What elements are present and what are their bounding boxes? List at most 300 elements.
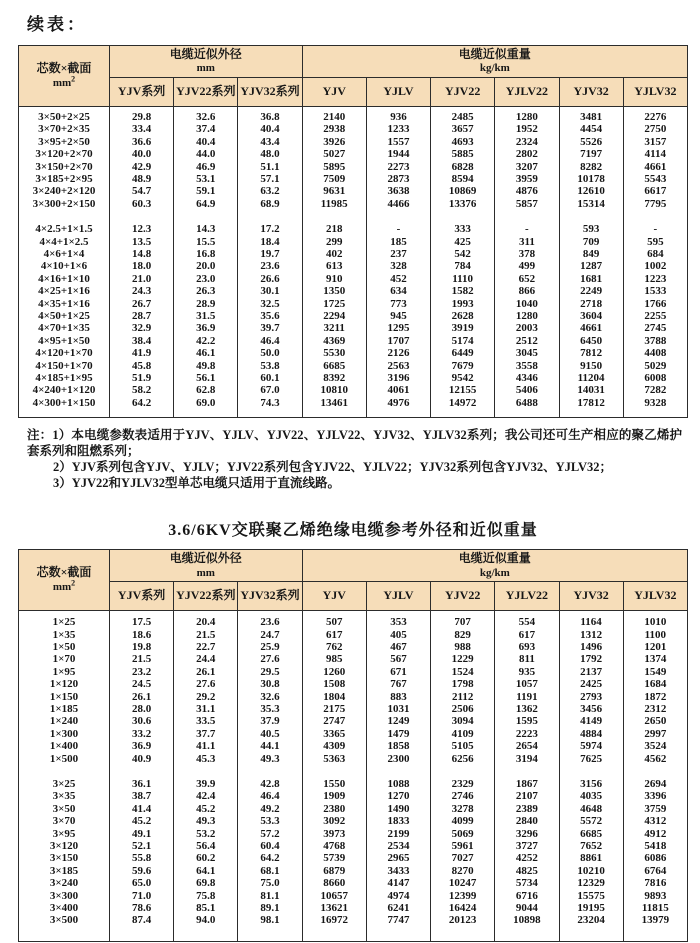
- value-cell: 693: [495, 641, 559, 653]
- spacer-cell: [174, 210, 238, 223]
- value-cell: 1010: [623, 616, 687, 628]
- value-cell: 4884: [559, 728, 623, 740]
- spacer-cell: [431, 927, 495, 942]
- value-cell: 1270: [366, 790, 430, 802]
- note-3: 3）YJV22和YJLV32型单芯电缆只适用于直流线路。: [53, 476, 341, 491]
- value-cell: 33.2: [109, 728, 173, 740]
- value-cell: 5974: [559, 740, 623, 752]
- spec-cell: 4×70+1×35: [19, 322, 110, 334]
- spec-cell: 3×95+2×50: [19, 136, 110, 148]
- value-cell: 23.2: [109, 666, 173, 678]
- value-cell: 15314: [559, 198, 623, 210]
- value-cell: 634: [366, 285, 430, 297]
- spec-cell: 1×240: [19, 715, 110, 727]
- value-cell: 1031: [366, 703, 430, 715]
- value-cell: 5027: [302, 148, 366, 160]
- value-cell: 25.9: [238, 641, 302, 653]
- value-cell: 6450: [559, 335, 623, 347]
- value-cell: 5857: [495, 198, 559, 210]
- value-cell: 4346: [495, 372, 559, 384]
- spacer-cell: [559, 409, 623, 418]
- note-2: 2）YJV系列包含YJV、YJLV；YJV22系列包含YJV22、YJLV22；YJV32系列包含YJV32、YJLV32；: [53, 460, 613, 475]
- value-cell: 18.4: [238, 236, 302, 248]
- value-cell: 1681: [559, 273, 623, 285]
- value-cell: 13.5: [109, 236, 173, 248]
- value-cell: 507: [302, 616, 366, 628]
- value-cell: 41.4: [109, 803, 173, 815]
- value-cell: 35.3: [238, 703, 302, 715]
- value-cell: 50.0: [238, 347, 302, 359]
- spec-unit: $mm^2$: [52, 578, 76, 594]
- spec-cell: 4×50+1×25: [19, 310, 110, 322]
- spec-cell: 3×150+2×70: [19, 161, 110, 173]
- table-row: [19, 914, 688, 926]
- col-header-yjv: YJV: [302, 582, 366, 611]
- value-cell: 87.4: [109, 914, 173, 926]
- value-cell: 37.7: [174, 728, 238, 740]
- table-row: [19, 397, 688, 409]
- value-cell: 425: [431, 236, 495, 248]
- spec-cell: 4×16+1×10: [19, 273, 110, 285]
- spec-cell: 1×95: [19, 666, 110, 678]
- value-cell: 51.1: [238, 161, 302, 173]
- table-row: [19, 347, 688, 359]
- value-cell: 57.2: [238, 828, 302, 840]
- value-cell: 41.9: [109, 347, 173, 359]
- value-cell: 29.8: [109, 111, 173, 123]
- spacer-cell: [238, 927, 302, 942]
- value-cell: 17.2: [238, 223, 302, 235]
- spacer-cell: [495, 927, 559, 942]
- value-cell: 1490: [366, 803, 430, 815]
- value-cell: 5895: [302, 161, 366, 173]
- value-cell: 3211: [302, 322, 366, 334]
- value-cell: 53.2: [174, 828, 238, 840]
- value-cell: 37.4: [174, 123, 238, 135]
- value-cell: 42.8: [238, 778, 302, 790]
- value-cell: 53.3: [238, 815, 302, 827]
- spacer-cell: [19, 409, 110, 418]
- value-cell: 24.4: [174, 653, 238, 665]
- value-cell: 32.5: [238, 298, 302, 310]
- table-row: [19, 740, 688, 752]
- value-cell: 4312: [623, 815, 687, 827]
- spec-cell: 3×400: [19, 902, 110, 914]
- value-cell: 10657: [302, 890, 366, 902]
- spacer-cell: [559, 210, 623, 223]
- value-cell: 49.1: [109, 828, 173, 840]
- value-cell: 23204: [559, 914, 623, 926]
- table-row: [19, 678, 688, 690]
- spec-cell: 1×400: [19, 740, 110, 752]
- value-cell: 16972: [302, 914, 366, 926]
- value-cell: 16424: [431, 902, 495, 914]
- table-row: [19, 248, 688, 260]
- value-cell: 4661: [623, 161, 687, 173]
- value-cell: 23.6: [238, 616, 302, 628]
- value-cell: 9542: [431, 372, 495, 384]
- value-cell: 988: [431, 641, 495, 653]
- value-cell: 49.8: [174, 360, 238, 372]
- value-cell: 1595: [495, 715, 559, 727]
- value-cell: 89.1: [238, 902, 302, 914]
- spec-cell: 4×300+1×150: [19, 397, 110, 409]
- spacer-cell: [302, 765, 366, 778]
- col-header-yjlv: YJLV: [366, 582, 430, 611]
- spec-cell: 3×95: [19, 828, 110, 840]
- spec-cell: 3×25: [19, 778, 110, 790]
- value-cell: 38.7: [109, 790, 173, 802]
- col-header-yjv32: YJV32: [559, 77, 623, 106]
- value-cell: 6685: [559, 828, 623, 840]
- spec-cell: 4×6+1×4: [19, 248, 110, 260]
- value-cell: 21.0: [109, 273, 173, 285]
- od-unit: mm: [196, 566, 215, 579]
- value-cell: 11815: [623, 902, 687, 914]
- spec-cell: 4×185+1×95: [19, 372, 110, 384]
- spacer-row: [19, 927, 688, 942]
- table-row: [19, 198, 688, 210]
- value-cell: 5526: [559, 136, 623, 148]
- weight-group-header: [302, 550, 687, 582]
- col-header-yjlv32: YJLV32: [623, 582, 687, 611]
- value-cell: 829: [431, 629, 495, 641]
- spec-cell: 1×35: [19, 629, 110, 641]
- value-cell: 378: [495, 248, 559, 260]
- value-cell: 7625: [559, 753, 623, 765]
- table-row: [19, 260, 688, 272]
- value-cell: 5572: [559, 815, 623, 827]
- value-cell: 2389: [495, 803, 559, 815]
- value-cell: 2199: [366, 828, 430, 840]
- spec-cell: 3×240+2×120: [19, 185, 110, 197]
- value-cell: 2485: [431, 111, 495, 123]
- value-cell: 31.1: [174, 703, 238, 715]
- value-cell: 7679: [431, 360, 495, 372]
- value-cell: 1524: [431, 666, 495, 678]
- value-cell: 56.1: [174, 372, 238, 384]
- value-cell: 3919: [431, 322, 495, 334]
- value-cell: 13376: [431, 198, 495, 210]
- value-cell: 593: [559, 223, 623, 235]
- col-header-yjv22: YJV22: [431, 582, 495, 611]
- value-cell: 3727: [495, 840, 559, 852]
- value-cell: 21.5: [109, 653, 173, 665]
- value-cell: 1858: [366, 740, 430, 752]
- value-cell: 36.9: [174, 322, 238, 334]
- value-cell: 6764: [623, 865, 687, 877]
- value-cell: 1374: [623, 653, 687, 665]
- value-cell: 866: [495, 285, 559, 297]
- value-cell: 1582: [431, 285, 495, 297]
- table-row: [19, 310, 688, 322]
- value-cell: 3092: [302, 815, 366, 827]
- spec-cell: 1×300: [19, 728, 110, 740]
- spec-cell: 3×150: [19, 852, 110, 864]
- value-cell: 26.6: [238, 273, 302, 285]
- value-cell: 3558: [495, 360, 559, 372]
- value-cell: 3157: [623, 136, 687, 148]
- spec-cell: 1×150: [19, 691, 110, 703]
- col-header-yjv: YJV: [302, 77, 366, 106]
- value-cell: 3759: [623, 803, 687, 815]
- value-cell: 3604: [559, 310, 623, 322]
- value-cell: 2329: [431, 778, 495, 790]
- value-cell: 40.4: [174, 136, 238, 148]
- value-cell: 49.2: [238, 803, 302, 815]
- table-row: [19, 715, 688, 727]
- value-cell: 15.5: [174, 236, 238, 248]
- value-cell: 20.4: [174, 616, 238, 628]
- value-cell: 2650: [623, 715, 687, 727]
- value-cell: 4648: [559, 803, 623, 815]
- value-cell: 46.4: [238, 790, 302, 802]
- value-cell: 59.1: [174, 185, 238, 197]
- value-cell: 16.8: [174, 248, 238, 260]
- value-cell: 2300: [366, 753, 430, 765]
- value-cell: 4035: [559, 790, 623, 802]
- value-cell: 1872: [623, 691, 687, 703]
- value-cell: 71.0: [109, 890, 173, 902]
- value-cell: 26.3: [174, 285, 238, 297]
- table-body: [19, 611, 688, 942]
- table-row: [19, 616, 688, 628]
- value-cell: 3196: [366, 372, 430, 384]
- value-cell: 1362: [495, 703, 559, 715]
- value-cell: 27.6: [174, 678, 238, 690]
- value-cell: 2140: [302, 111, 366, 123]
- value-cell: 4114: [623, 148, 687, 160]
- value-cell: 45.2: [174, 803, 238, 815]
- value-cell: 12155: [431, 384, 495, 396]
- value-cell: 10869: [431, 185, 495, 197]
- spacer-cell: [302, 927, 366, 942]
- value-cell: 3045: [495, 347, 559, 359]
- value-cell: 3481: [559, 111, 623, 123]
- value-cell: 59.6: [109, 865, 173, 877]
- value-cell: 7816: [623, 877, 687, 889]
- value-cell: 1350: [302, 285, 366, 297]
- spacer-cell: [366, 409, 430, 418]
- value-cell: 2175: [302, 703, 366, 715]
- value-cell: 3959: [495, 173, 559, 185]
- value-cell: 68.9: [238, 198, 302, 210]
- spacer-row: [19, 765, 688, 778]
- value-cell: 405: [366, 629, 430, 641]
- value-cell: 1833: [366, 815, 430, 827]
- value-cell: 936: [366, 111, 430, 123]
- weight-group-label: 电缆近似重量: [458, 551, 531, 566]
- value-cell: 32.9: [109, 322, 173, 334]
- table-row: [19, 803, 688, 815]
- spacer-cell: [623, 409, 687, 418]
- table-row: [19, 666, 688, 678]
- value-cell: 3788: [623, 335, 687, 347]
- value-cell: 1191: [495, 691, 559, 703]
- value-cell: 2003: [495, 322, 559, 334]
- table-row: [19, 778, 688, 790]
- spacer-cell: [19, 210, 110, 223]
- value-cell: 353: [366, 616, 430, 628]
- value-cell: 49.3: [238, 753, 302, 765]
- value-cell: 4768: [302, 840, 366, 852]
- table-row: [19, 111, 688, 123]
- spacer-cell: [366, 927, 430, 942]
- value-cell: 3657: [431, 123, 495, 135]
- value-cell: 69.0: [174, 397, 238, 409]
- value-cell: 74.3: [238, 397, 302, 409]
- value-cell: 218: [302, 223, 366, 235]
- value-cell: 3278: [431, 803, 495, 815]
- col-header-yjv-series: YJV系列: [109, 582, 173, 611]
- value-cell: 19.7: [238, 248, 302, 260]
- table-row: [19, 298, 688, 310]
- od-group-label: 电缆近似外径: [169, 47, 242, 61]
- value-cell: 28.9: [174, 298, 238, 310]
- value-cell: 2793: [559, 691, 623, 703]
- value-cell: 1260: [302, 666, 366, 678]
- value-cell: 613: [302, 260, 366, 272]
- value-cell: 31.5: [174, 310, 238, 322]
- value-cell: 985: [302, 653, 366, 665]
- table-row: [19, 123, 688, 135]
- value-cell: 36.9: [109, 740, 173, 752]
- header-series-row: [19, 77, 688, 106]
- value-cell: 32.6: [238, 691, 302, 703]
- col-header-yjlv22: YJLV22: [495, 77, 559, 106]
- value-cell: 3524: [623, 740, 687, 752]
- value-cell: 40.4: [238, 123, 302, 135]
- od-group-label: 电缆近似外径: [169, 551, 242, 566]
- header-group-row: [19, 46, 688, 78]
- value-cell: 4369: [302, 335, 366, 347]
- col-header-yjv32: YJV32: [559, 582, 623, 611]
- value-cell: 42.9: [109, 161, 173, 173]
- value-cell: 3207: [495, 161, 559, 173]
- value-cell: 1707: [366, 335, 430, 347]
- value-cell: 1479: [366, 728, 430, 740]
- value-cell: 2294: [302, 310, 366, 322]
- value-cell: 46.1: [174, 347, 238, 359]
- table-body: [19, 106, 688, 417]
- value-cell: 64.1: [174, 865, 238, 877]
- spacer-cell: [623, 210, 687, 223]
- value-cell: 9328: [623, 397, 687, 409]
- col-header-yjv22-series: YJV22系列: [174, 77, 238, 106]
- value-cell: 554: [495, 616, 559, 628]
- value-cell: 7282: [623, 384, 687, 396]
- value-cell: 6241: [366, 902, 430, 914]
- value-cell: 36.6: [109, 136, 173, 148]
- value-cell: 542: [431, 248, 495, 260]
- value-cell: 3296: [495, 828, 559, 840]
- value-cell: 910: [302, 273, 366, 285]
- value-cell: 7652: [559, 840, 623, 852]
- spec-cell: 4×25+1×16: [19, 285, 110, 297]
- value-cell: 42.4: [174, 790, 238, 802]
- value-cell: 5885: [431, 148, 495, 160]
- spacer-cell: [238, 210, 302, 223]
- value-cell: 44.1: [238, 740, 302, 752]
- value-cell: 1944: [366, 148, 430, 160]
- value-cell: 5543: [623, 173, 687, 185]
- value-cell: 12399: [431, 890, 495, 902]
- value-cell: 6256: [431, 753, 495, 765]
- value-cell: 1229: [431, 653, 495, 665]
- spacer-cell: [109, 765, 173, 778]
- value-cell: 2112: [431, 691, 495, 703]
- value-cell: 849: [559, 248, 623, 260]
- value-cell: 4252: [495, 852, 559, 864]
- value-cell: 1287: [559, 260, 623, 272]
- value-cell: 17812: [559, 397, 623, 409]
- spec-cell: 1×120: [19, 678, 110, 690]
- value-cell: 98.1: [238, 914, 302, 926]
- value-cell: 26.1: [109, 691, 173, 703]
- value-cell: 39.9: [174, 778, 238, 790]
- value-cell: 52.1: [109, 840, 173, 852]
- value-cell: 60.2: [174, 852, 238, 864]
- value-cell: 35.6: [238, 310, 302, 322]
- value-cell: 8861: [559, 852, 623, 864]
- value-cell: 4061: [366, 384, 430, 396]
- value-cell: 1684: [623, 678, 687, 690]
- value-cell: -: [366, 223, 430, 235]
- value-cell: 2563: [366, 360, 430, 372]
- value-cell: 2746: [431, 790, 495, 802]
- spacer-cell: [366, 210, 430, 223]
- value-cell: 784: [431, 260, 495, 272]
- spec-cell: 1×25: [19, 616, 110, 628]
- value-cell: 1249: [366, 715, 430, 727]
- value-cell: 55.8: [109, 852, 173, 864]
- value-cell: 2694: [623, 778, 687, 790]
- value-cell: 467: [366, 641, 430, 653]
- weight-unit: kg/km: [479, 62, 510, 75]
- value-cell: 811: [495, 653, 559, 665]
- value-cell: 3638: [366, 185, 430, 197]
- spacer-cell: [174, 409, 238, 418]
- value-cell: 2802: [495, 148, 559, 160]
- table-row: [19, 852, 688, 864]
- value-cell: 4147: [366, 877, 430, 889]
- spacer-cell: [366, 765, 430, 778]
- value-cell: 1280: [495, 111, 559, 123]
- spec-cell: 3×120: [19, 840, 110, 852]
- value-cell: 402: [302, 248, 366, 260]
- value-cell: 28.7: [109, 310, 173, 322]
- value-cell: 2938: [302, 123, 366, 135]
- value-cell: 1233: [366, 123, 430, 135]
- value-cell: 23.6: [238, 260, 302, 272]
- value-cell: 64.2: [238, 852, 302, 864]
- value-cell: 53.1: [174, 173, 238, 185]
- value-cell: 11985: [302, 198, 366, 210]
- value-cell: 883: [366, 691, 430, 703]
- value-cell: 19195: [559, 902, 623, 914]
- value-cell: 14972: [431, 397, 495, 409]
- value-cell: 45.3: [174, 753, 238, 765]
- value-cell: 709: [559, 236, 623, 248]
- value-cell: 328: [366, 260, 430, 272]
- value-cell: -: [623, 223, 687, 235]
- value-cell: 27.6: [238, 653, 302, 665]
- spacer-cell: [109, 927, 173, 942]
- value-cell: 652: [495, 273, 559, 285]
- table-row: [19, 691, 688, 703]
- value-cell: 4693: [431, 136, 495, 148]
- value-cell: 4562: [623, 753, 687, 765]
